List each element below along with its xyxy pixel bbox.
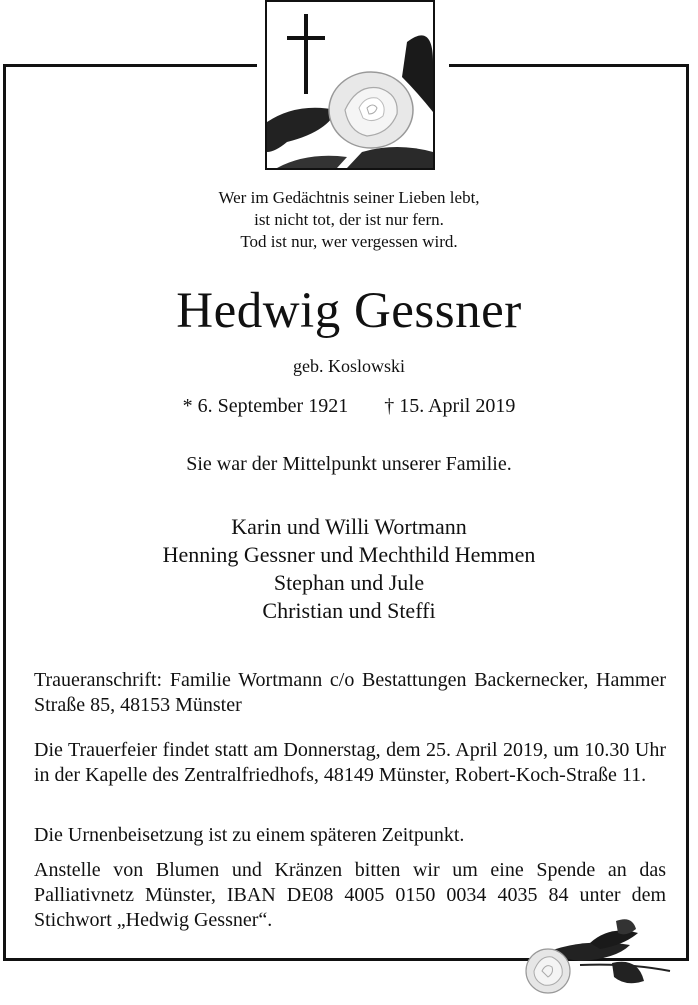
rose-icon [520,915,698,1000]
family-member: Karin und Willi Wortmann [231,514,467,539]
mourning-address: Traueranschrift: Familie Wortmann c/o Bestattungen Backernecker, Hammer Straße 85, 48153 Münster [34,669,666,716]
urn-info: Die Urnenbeisetzung ist zu einem späteren Zeitpunkt. [34,824,465,846]
family-member: Henning Gessner und Mechthild Hemmen [162,542,536,567]
life-dates [0,393,698,419]
tagline: Sie war der Mittelpunkt unserer Familie. [186,453,512,475]
donation-info: Anstelle von Blumen und Kränzen bitten wir um eine Spende an das Palliativnetz Münster, IBAN DE08 4005 0150 0034 4035 84 unter dem Stichwort „Hedwig Gessner“. [34,859,666,931]
death-date: † 15. April 2019 [384,395,516,417]
family-member: Christian und Steffi [262,598,436,623]
family-member: Stephan und Jule [273,570,425,595]
family-list [0,513,698,625]
motto [0,187,698,253]
deceased-name: Hedwig Gessner [176,283,522,339]
maiden-name: geb. Koslowski [293,356,405,376]
motto-line: Tod ist nur, wer vergessen wird. [240,232,458,251]
funeral-info: Die Trauerfeier findet statt am Donnerstag, dem 25. April 2019, um 10.30 Uhr in der Kapelle des Zentralfriedhofs, 48149 Münster, Robert-Koch-Straße 11. [34,739,666,786]
motto-line: Wer im Gedächtnis seiner Lieben lebt, [218,188,480,207]
birth-date: * 6. September 1921 [182,395,349,417]
motto-line: ist nicht tot, der ist nur fern. [254,210,444,229]
cross-and-rose-icon [265,0,435,170]
